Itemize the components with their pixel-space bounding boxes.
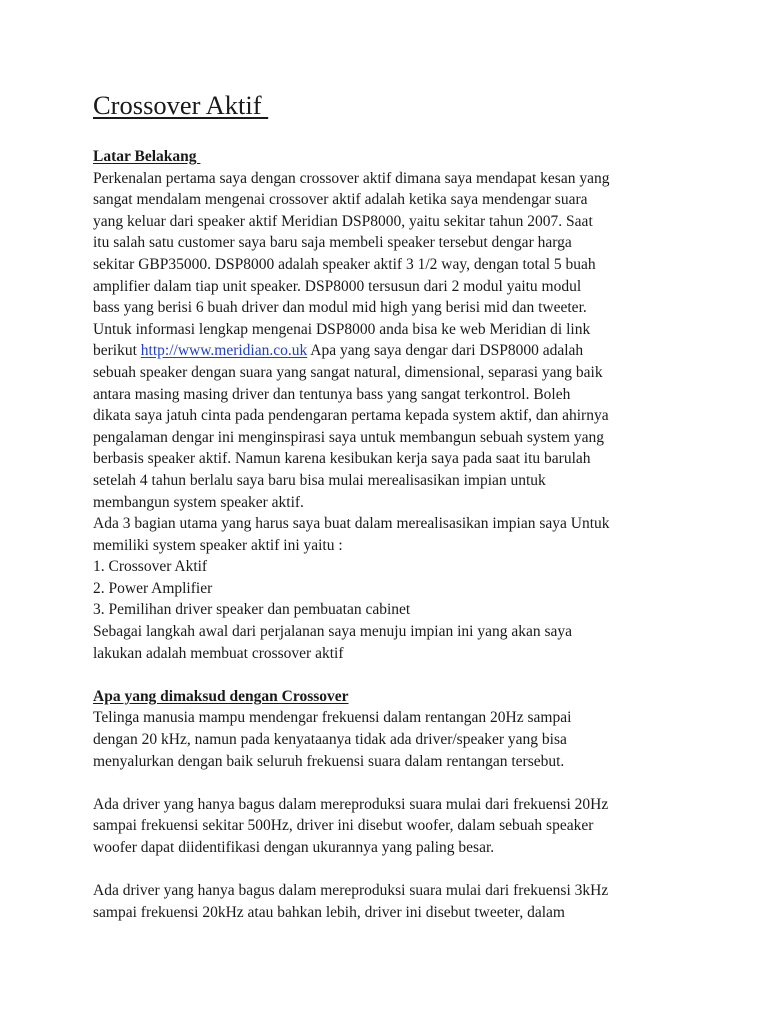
- paragraph-hearing-range: [93, 707, 693, 772]
- text-line: sampai frekuensi 20kHz atau bahkan lebih, driver ini disebut tweeter, dalam: [93, 903, 565, 921]
- text-line: woofer dapat diidentifikasi dengan ukurannya yang paling besar.: [93, 839, 495, 856]
- text-span: Apa yang saya dengar dari DSP8000 adalah: [307, 342, 584, 360]
- text-line: membangun system speaker aktif.: [93, 493, 304, 511]
- text-line: lakukan adalah membuat crossover aktif: [93, 644, 344, 662]
- blank-line: [93, 859, 693, 881]
- text-line: yang keluar dari speaker aktif Meridian DSP8000, yaitu sekitar tahun 2007. Saat: [93, 212, 593, 230]
- text-line: Telinga manusia mampu mendengar frekuensi dalam rentangan 20Hz sampai: [93, 709, 572, 727]
- text-line: bass yang berisi 6 buah driver dan modul mid high yang berisi mid dan tweeter.: [93, 299, 587, 317]
- section-heading-latar-belakang: Latar Belakang: [93, 148, 201, 165]
- text-line: Perkenalan pertama saya dengan crossover aktif dimana saya mendapat kesan yang: [93, 169, 610, 187]
- text-line: Untuk informasi lengkap mengenai DSP8000 anda bisa ke web Meridian di link: [93, 320, 591, 338]
- text-line: menyalurkan dengan baik seluruh frekuensi suara dalam rentangan tersebut.: [93, 752, 565, 770]
- text-line: sekitar GBP35000. DSP8000 adalah speaker aktif 3 1/2 way, dengan total 5 buah: [93, 255, 596, 273]
- text-line: itu salah satu customer saya baru saja membeli speaker tersebut dengar harga: [93, 234, 572, 252]
- text-line: setelah 4 tahun berlalu saya baru bisa mulai merealisasikan impian untuk: [93, 471, 546, 489]
- document-page: [93, 86, 693, 923]
- list-item: 2. Power Amplifier: [93, 579, 213, 597]
- text-line: memiliki system speaker aktif ini yaitu :: [93, 536, 343, 554]
- meridian-website-link[interactable]: http://www.meridian.co.uk: [140, 342, 308, 360]
- text-span: berikut: [93, 342, 141, 360]
- section-heading-crossover: Apa yang dimaksud dengan Crossover: [93, 687, 349, 705]
- paragraph-woofer: [93, 794, 693, 859]
- text-line: Sebagai langkah awal dari perjalanan saya menuju impian ini yang akan saya: [93, 623, 573, 641]
- list-item: 3. Pemilihan driver speaker dan pembuatan cabinet: [93, 601, 411, 619]
- paragraph-tweeter: [93, 880, 693, 923]
- text-line: Ada 3 bagian utama yang harus saya buat dalam merealisasikan impian saya Untuk: [93, 515, 610, 533]
- text-line: sampai frekuensi sekitar 500Hz, driver ini disebut woofer, dalam sebuah speaker: [93, 817, 594, 835]
- text-line: dikata saya jatuh cinta pada pendengaran pertama kepada system aktif, dan ahirnya: [93, 407, 609, 425]
- text-line: Ada driver yang hanya bagus dalam mereproduksi suara mulai dari frekuensi 3kHz: [93, 882, 609, 900]
- text-line: berbasis speaker aktif. Namun karena kesibukan kerja saya pada saat itu barulah: [93, 450, 591, 468]
- text-line: sebuah speaker dengan suara yang sangat natural, dimensional, separasi yang baik: [93, 363, 603, 381]
- text-line: sangat mendalam mengenai crossover aktif adalah ketika saya mendengar suara: [93, 191, 588, 209]
- text-line: amplifier dalam tiap unit speaker. DSP8000 tersusun dari 2 modul yaitu modul: [93, 277, 582, 295]
- list-item: 1. Crossover Aktif: [93, 558, 208, 576]
- blank-line: [93, 772, 693, 794]
- document-title: Crossover Aktif: [93, 90, 269, 120]
- text-line: pengalaman dengar ini menginspirasi saya untuk membangun sebuah system yang: [93, 428, 604, 446]
- text-line-with-link: [93, 340, 693, 362]
- text-line: dengan 20 kHz, namun pada kenyataanya tidak ada driver/speaker yang bisa: [93, 731, 567, 749]
- paragraph-intro: [93, 168, 693, 665]
- text-line: Ada driver yang hanya bagus dalam mereproduksi suara mulai dari frekuensi 20Hz: [93, 795, 609, 813]
- blank-line: [93, 664, 693, 686]
- text-line: antara masing masing driver dan tentunya bass yang sangat terkontrol. Boleh: [93, 385, 571, 403]
